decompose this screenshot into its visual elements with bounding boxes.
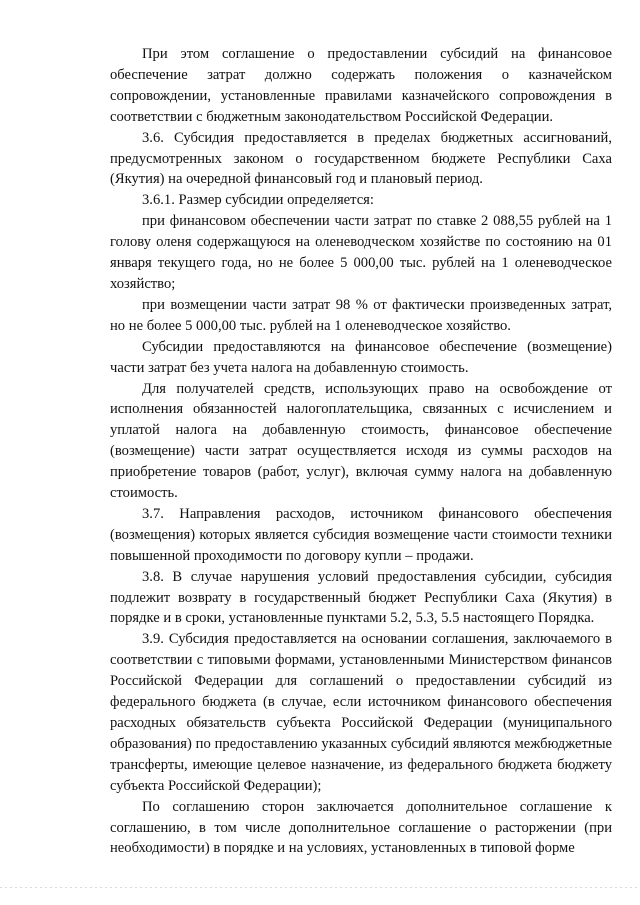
- paragraph-3-8: 3.8. В случае нарушения условий предоставления субсидии, субсидия подлежит возврату в государственный бюджет Республики Саха (Якутия) в порядке и в сроки, установленные пунктами 5.2, 5.3, 5.5 настоящего Порядка.: [110, 568, 612, 627]
- paragraph-rate-per-reindeer: при финансовом обеспечении части затрат по ставке 2 088,55 рублей на 1 голову оленя содержащуюся на оленеводческом хозяйстве по состоянию на 01 января текущего года, но не более 5 000,00 тыс. рублей на 1 оленеводческое хозяйство;: [110, 213, 612, 292]
- paragraph-vat-exempt: Для получателей средств, использующих право на освобождение от исполнения обязанностей налогоплательщика, связанных с исчислением и уплатой налога на добавленную стоимость, финансовое обеспечение (возмещение) части затрат осуществляется исходя из суммы расходов на приобретение товаров (работ, услуг), включая сумму налога на добавленную стоимость.: [110, 380, 612, 502]
- paragraph-3-7: 3.7. Направления расходов, источником финансового обеспечения (возмещения) которых является субсидия возмещение части стоимости техники повышенной проходимости по договору купли – продажи.: [110, 505, 612, 564]
- paragraph-3-6: 3.6. Субсидия предоставляется в пределах бюджетных ассигнований, предусмотренных законом о государственном бюджете Республики Саха (Якутия) на очередной финансовый год и плановый период.: [110, 129, 612, 188]
- paragraph-reimbursement-98: при возмещении части затрат 98 % от фактически произведенных затрат, но не более 5 000,00 тыс. рублей на 1 оленеводческое хозяйство.: [110, 296, 612, 334]
- document-body: [110, 44, 612, 859]
- paragraph-without-vat: Субсидии предоставляются на финансовое обеспечение (возмещение) части затрат без учета налога на добавленную стоимость.: [110, 338, 612, 376]
- scan-bottom-edge: [0, 887, 640, 888]
- paragraph-additional-agreement: По соглашению сторон заключается дополнительное соглашение к соглашению, в том числе дополнительное соглашение о расторжении (при необходимости) в порядке и на условиях, установленных в типовой форме: [110, 798, 612, 857]
- paragraph-3-6-1: 3.6.1. Размер субсидии определяется:: [142, 192, 374, 209]
- paragraph-3-9: 3.9. Субсидия предоставляется на основании соглашения, заключаемого в соответствии с типовыми формами, установленными Министерством финансов Российской Федерации для соглашений о предоставлении субсидий из федерального бюджета (в случае, если источником финансового обеспечения расходных обязательств субъекта Российской Федерации (муниципального образования) по предоставлению указанных субсидий являются межбюджетные трансферты, имеющие целевое назначение, из федерального бюджета бюджету субъекта Российской Федерации);: [110, 631, 612, 794]
- paragraph-treasury-support: При этом соглашение о предоставлении субсидий на финансовое обеспечение затрат должно содержать положения о казначейском сопровождении, установленные правилами казначейского сопровождения в соответствии с бюджетным законодательством Российской Федерации.: [110, 46, 612, 125]
